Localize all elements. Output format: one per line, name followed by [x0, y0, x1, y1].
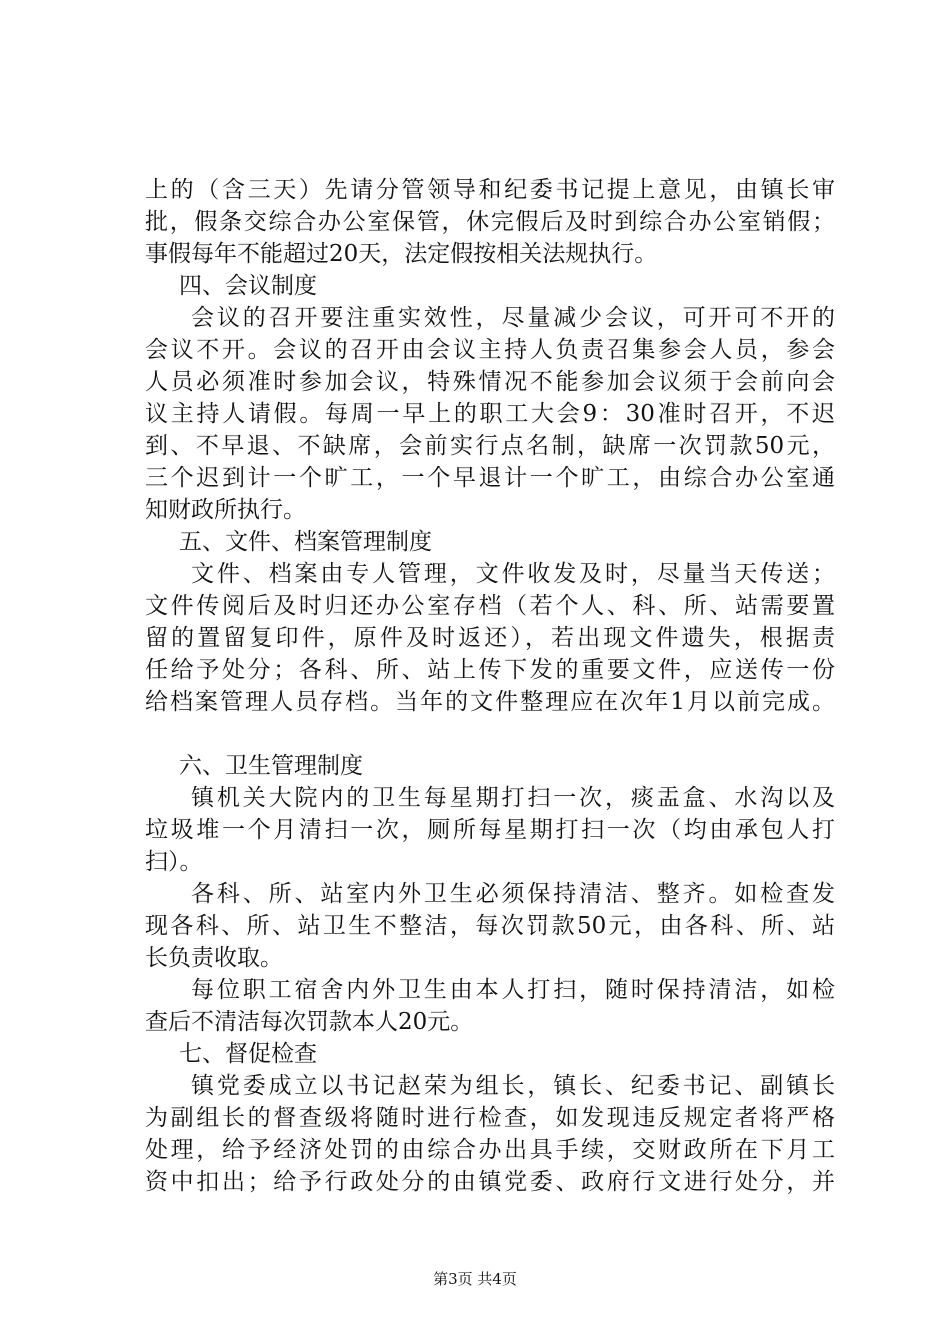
text-line: 任给予处分；各科、所、站上传下发的重要文件，应送传一份 — [145, 657, 835, 683]
text-line: 镇机关大院内的卫生每星期打扫一次，痰盂盒、水沟以及 — [191, 785, 835, 811]
text-line: 知财政所执行。 — [145, 497, 306, 523]
text-line: 扫）。 — [145, 849, 203, 875]
text-line: 会议的召开要注重实效性，尽量减少会议，可开可不开的 — [191, 305, 835, 331]
section-heading-files: 五、文件、档案管理制度 — [179, 529, 432, 555]
text-line: 资中扣出；给予行政处分的由镇党委、政府行文进行处分，并 — [145, 1169, 835, 1195]
text-line: 事假每年不能超过20天，法定假按相关法规执行。 — [145, 241, 658, 267]
text-line: 到、不早退、不缺席，会前实行点名制，缺席一次罚款50元， — [145, 433, 835, 459]
text-line: 处理，给予经济处罚的由综合办出具手续，交财政所在下月工 — [145, 1137, 835, 1163]
text-line: 三个迟到计一个旷工，一个早退计一个旷工，由综合办公室通 — [145, 465, 835, 491]
text-line: 文件、档案由专人管理，文件收发及时，尽量当天传送； — [191, 561, 835, 587]
text-line: 现各科、所、站卫生不整洁，每次罚款50元，由各科、所、站 — [145, 913, 835, 939]
text-line: 各科、所、站室内外卫生必须保持清洁、整齐。如检查发 — [191, 881, 835, 907]
section-heading-meetings: 四、会议制度 — [179, 273, 317, 299]
section-heading-supervision: 七、督促检查 — [179, 1041, 317, 1067]
text-line: 人员必须准时参加会议，特殊情况不能参加会议须于会前向会 — [145, 369, 835, 395]
text-line: 文件传阅后及时归还办公室存档（若个人、科、所、站需要置 — [145, 593, 835, 619]
text-line: 会议不开。会议的召开由会议主持人负责召集参会人员，参会 — [145, 337, 835, 363]
text-line: 查后不清洁每次罚款本人20元。 — [145, 1009, 474, 1035]
text-line: 议主持人请假。每周一早上的职工大会9：30准时召开，不迟 — [145, 401, 835, 427]
text-line: 上的（含三天）先请分管领导和纪委书记提上意见，由镇长审 — [145, 177, 835, 203]
text-line: 批，假条交综合办公室保管，休完假后及时到综合办公室销假； — [145, 209, 835, 235]
text-line: 留的置留复印件，原件及时返还），若出现文件遗失，根据责 — [145, 625, 835, 651]
paragraph-gap — [145, 718, 835, 750]
document-body — [145, 174, 835, 1198]
text-line: 镇党委成立以书记赵荣为组长，镇长、纪委书记、副镇长 — [191, 1073, 835, 1099]
text-line: 每位职工宿舍内外卫生由本人打扫，随时保持清洁，如检 — [191, 977, 835, 1003]
text-line: 为副组长的督查级将随时进行检查，如发现违反规定者将严格 — [145, 1105, 835, 1131]
page-footer: 第3页 共4页 — [433, 1270, 517, 1288]
section-heading-hygiene: 六、卫生管理制度 — [179, 753, 363, 779]
text-line: 给档案管理人员存档。当年的文件整理应在次年1月以前完成。 — [145, 689, 835, 715]
text-line: 垃圾堆一个月清扫一次，厕所每星期打扫一次（均由承包人打 — [145, 817, 835, 843]
text-line: 长负责收取。 — [145, 945, 283, 971]
